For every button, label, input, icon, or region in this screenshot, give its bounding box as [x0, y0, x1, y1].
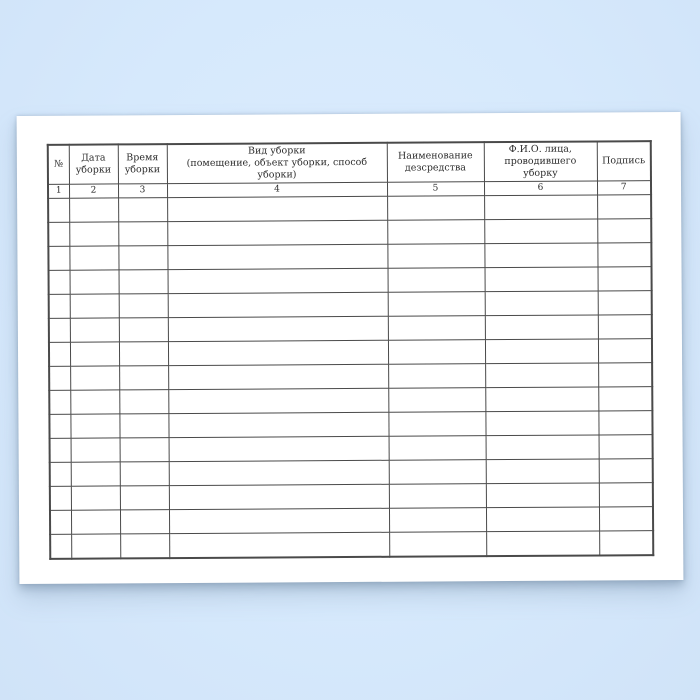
empty-cell: [485, 411, 598, 436]
table-row: [50, 530, 653, 558]
table-row: [49, 290, 652, 318]
column-number-4: 4: [167, 182, 387, 197]
empty-cell: [598, 290, 652, 314]
empty-cell: [169, 436, 389, 461]
column-header-label: №: [54, 158, 64, 170]
empty-cell: [387, 219, 484, 244]
empty-cell: [484, 195, 597, 220]
table-row: [48, 242, 651, 270]
empty-cell: [486, 459, 599, 484]
empty-cell: [485, 291, 598, 316]
empty-cell: [598, 386, 652, 410]
empty-cell: [169, 532, 389, 558]
table-row: [50, 482, 653, 510]
empty-cell: [389, 507, 486, 532]
empty-cell: [69, 198, 118, 222]
empty-cell: [168, 412, 388, 437]
empty-cell: [48, 198, 69, 222]
empty-cell: [484, 219, 597, 244]
empty-cell: [50, 438, 71, 462]
empty-cell: [389, 435, 486, 460]
table-row: [48, 218, 651, 246]
empty-cell: [597, 194, 651, 218]
empty-cell: [598, 314, 652, 338]
column-number-2: 2: [69, 184, 118, 198]
empty-cell: [70, 366, 119, 390]
empty-cell: [71, 438, 120, 462]
paper-sheet: [17, 112, 684, 584]
cleaning-log-table: [47, 140, 655, 559]
column-header-label: Подпись: [602, 155, 646, 167]
empty-cell: [485, 267, 598, 292]
empty-cell: [388, 315, 485, 340]
empty-cell: [70, 294, 119, 318]
table-header: [48, 141, 651, 198]
empty-cell: [388, 267, 485, 292]
column-number-7: 7: [597, 180, 651, 194]
empty-cell: [70, 414, 119, 438]
table-row: [50, 434, 653, 462]
empty-cell: [50, 510, 71, 534]
column-header-1: [48, 145, 69, 184]
empty-cell: [486, 435, 599, 460]
empty-cell: [70, 390, 119, 414]
empty-cell: [120, 461, 169, 485]
empty-cell: [70, 342, 119, 366]
column-header-label: Дата уборки: [75, 152, 112, 176]
empty-cell: [598, 338, 652, 362]
column-header-label: Наименование дезсредства: [397, 150, 473, 174]
empty-cell: [71, 534, 120, 559]
column-header-7: [597, 141, 651, 180]
empty-cell: [486, 483, 599, 508]
table-row: [49, 314, 652, 342]
empty-cell: [389, 483, 486, 508]
column-header-3: [118, 144, 167, 183]
empty-cell: [387, 195, 484, 220]
table-row: [49, 386, 652, 414]
empty-cell: [599, 530, 653, 555]
empty-cell: [119, 317, 168, 341]
empty-cell: [389, 531, 486, 556]
empty-cell: [169, 460, 389, 485]
column-header-label: Время уборки: [124, 152, 161, 176]
empty-cell: [388, 291, 485, 316]
empty-cell: [389, 459, 486, 484]
column-header-4: [167, 143, 387, 183]
empty-cell: [598, 362, 652, 386]
empty-cell: [50, 486, 71, 510]
empty-cell: [119, 413, 168, 437]
empty-cell: [168, 340, 388, 365]
empty-cell: [119, 269, 168, 293]
empty-cell: [168, 292, 388, 317]
column-header-2: [69, 144, 118, 183]
empty-cell: [486, 507, 599, 532]
column-header-5: [387, 142, 484, 182]
header-row: [48, 141, 651, 184]
empty-cell: [388, 363, 485, 388]
empty-cell: [118, 245, 167, 269]
empty-cell: [598, 266, 652, 290]
empty-cell: [169, 508, 389, 533]
empty-cell: [119, 389, 168, 413]
empty-cell: [168, 364, 388, 389]
empty-cell: [168, 268, 388, 293]
empty-cell: [70, 270, 119, 294]
table-row: [49, 266, 652, 294]
empty-cell: [118, 197, 167, 221]
empty-cell: [119, 293, 168, 317]
empty-cell: [484, 243, 597, 268]
column-header-label: Вид уборки: [247, 145, 306, 157]
empty-cell: [48, 222, 69, 246]
empty-cell: [118, 221, 167, 245]
empty-cell: [49, 414, 70, 438]
empty-cell: [120, 533, 169, 558]
empty-cell: [485, 363, 598, 388]
empty-cell: [599, 458, 653, 482]
column-number-1: 1: [48, 184, 69, 198]
empty-cell: [69, 246, 118, 270]
empty-cell: [119, 365, 168, 389]
column-header-6: [484, 141, 597, 181]
column-header-sublabel: (помещение, объект уборки, способ уборки): [186, 156, 368, 181]
empty-cell: [169, 484, 389, 509]
column-header-label: Ф.И.О. лица, проводившего уборку: [504, 143, 577, 179]
empty-cell: [486, 531, 599, 556]
empty-cell: [167, 244, 387, 269]
table-row: [50, 458, 653, 486]
table-row: [49, 410, 652, 438]
empty-cell: [485, 387, 598, 412]
empty-cell: [50, 534, 71, 559]
empty-cell: [69, 222, 118, 246]
empty-cell: [49, 342, 70, 366]
table-row: [48, 194, 651, 222]
empty-cell: [119, 341, 168, 365]
empty-cell: [71, 462, 120, 486]
empty-cell: [167, 220, 387, 245]
empty-cell: [70, 318, 119, 342]
table-row: [49, 338, 652, 366]
empty-cell: [485, 339, 598, 364]
empty-cell: [388, 387, 485, 412]
empty-cell: [48, 246, 69, 270]
empty-cell: [49, 270, 70, 294]
column-number-6: 6: [484, 181, 597, 196]
empty-cell: [167, 196, 387, 221]
empty-cell: [599, 506, 653, 530]
column-number-5: 5: [387, 181, 484, 196]
empty-cell: [49, 318, 70, 342]
empty-cell: [597, 218, 651, 242]
empty-cell: [49, 294, 70, 318]
empty-cell: [598, 410, 652, 434]
column-number-3: 3: [118, 183, 167, 197]
empty-cell: [485, 315, 598, 340]
empty-cell: [599, 434, 653, 458]
empty-cell: [71, 486, 120, 510]
empty-cell: [49, 390, 70, 414]
empty-cell: [71, 510, 120, 534]
empty-cell: [120, 437, 169, 461]
empty-cell: [49, 366, 70, 390]
empty-cell: [388, 339, 485, 364]
empty-cell: [599, 482, 653, 506]
empty-cell: [120, 485, 169, 509]
empty-cell: [388, 411, 485, 436]
empty-cell: [168, 388, 388, 413]
empty-cell: [597, 242, 651, 266]
table-row: [50, 506, 653, 534]
table-body: [48, 194, 653, 558]
empty-cell: [120, 509, 169, 533]
empty-cell: [387, 243, 484, 268]
empty-cell: [168, 316, 388, 341]
table-row: [49, 362, 652, 390]
empty-cell: [50, 462, 71, 486]
